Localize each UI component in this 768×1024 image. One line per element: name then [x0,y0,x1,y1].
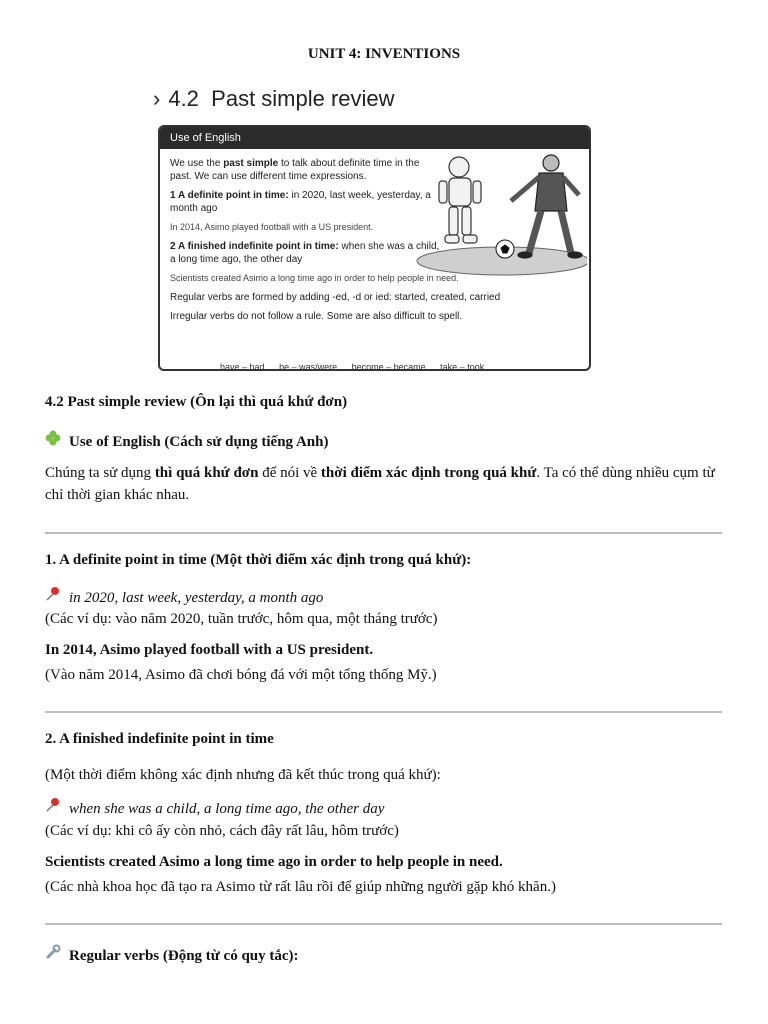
unit-title: UNIT 4: INVENTIONS [307,46,461,62]
use-english-title: Use of English (Cách sử dụng tiếng Anh) [69,434,329,450]
section1-sentence-vi: (Vào năm 2014, Asimo đã chơi bóng đá với một tổng thống Mỹ.) [45,667,437,683]
regular-verbs-title: Regular verbs (Động từ có quy tắc): [69,948,299,964]
section1-examples-vi: (Các ví dụ: vào năm 2020, tuần trước, hôm qua, một tháng trước) [45,611,438,627]
football-icon [496,240,514,258]
intro-paragraph [45,462,735,506]
box-intro [170,157,442,183]
intro-bold-1: thì quá khứ đơn [154,465,259,481]
section2-sentence-vi: (Các nhà khoa học đã tạo ra Asimo từ rất lâu rồi để giúp những người gặp khó khăn.) [45,879,556,895]
box-point-2-rest: when she was a child, a long time ago, the other day [170,241,440,265]
verb-item: have – had [220,362,265,371]
box-intro-bold: past simple [223,158,279,169]
section2-sentence: Scientists created Asimo a long time ago in order to help people in need. [45,854,503,870]
use-of-english-box [158,125,591,371]
box-irregular-line: Irregular verbs do not follow a rule. Some are also difficult to spell. [170,311,463,322]
book-heading [153,86,395,112]
intro-text-1: Chúng ta sử dụng [45,465,155,481]
section-main-title: 4.2 Past simple review (Ôn lại thì quá khứ đơn) [45,394,348,410]
divider [45,923,722,925]
section2-subtitle: (Một thời điểm không xác định nhưng đã kết thúc trong quá khứ): [45,767,441,783]
chevron-right-icon: › [153,86,161,111]
box-intro-1: We use the [170,158,224,169]
box-point-1 [170,189,442,215]
intro-text-2: để nói về [258,465,321,481]
verb-item: be – was/were [279,362,338,371]
box-point-2-example: Scientists created Asimo a long time ago in order to help people in need. [170,273,459,283]
box-point-1-rest: in 2020, last week, yesterday, a month ago [170,190,431,214]
section1-sentence: In 2014, Asimo played football with a US president. [45,642,374,658]
pushpin-icon [45,586,61,609]
clover-icon [45,430,61,451]
section2-examples-text: when she was a child, a long time ago, the other day [69,801,385,817]
section2-examples-vi: (Các ví dụ: khi cô ấy còn nhỏ, cách đây rất lâu, hôm trước) [45,823,399,839]
box-regular-line: Regular verbs are formed by adding -ed, -d or ied: started, created, carried [170,292,501,303]
section2-title: 2. A finished indefinite point in time [45,731,274,747]
box-title: Use of English [160,127,589,149]
irregular-verbs-list [220,361,496,371]
robot-and-president-illustration [411,149,587,279]
section1-examples [45,586,735,609]
section2-examples [45,797,735,820]
heading-text: Past simple review [211,86,395,111]
pushpin-icon [45,797,61,820]
intro-text-3: . Ta có thể dùng nhiều cụm từ chỉ thời gian khác nhau. [45,465,715,503]
box-point-2 [170,240,442,266]
divider [45,532,722,534]
man-figure [511,155,582,258]
robot-figure [439,157,481,243]
box-point-1-example: In 2014, Asimo played football with a US president. [170,222,374,232]
regular-verbs-heading [45,944,299,965]
intro-bold-2: thời điểm xác định trong quá khứ [320,465,537,481]
box-point-2-bold: 2 A finished indefinite point in time: [170,241,339,252]
divider [45,711,722,713]
box-point-1-bold: 1 A definite point in time: [170,190,289,201]
box-intro-2: to talk about definite time in the past. We can use different time expressions. [170,158,420,182]
use-english-heading [45,430,328,451]
verb-item: become – became [351,362,426,371]
verb-item: take – took [440,362,485,371]
heading-number: 4.2 [168,86,199,111]
wrench-icon [45,944,61,965]
section1-examples-text: in 2020, last week, yesterday, a month ago [69,590,324,606]
section1-title: 1. A definite point in time (Một thời điểm xác định trong quá khứ): [45,552,472,568]
